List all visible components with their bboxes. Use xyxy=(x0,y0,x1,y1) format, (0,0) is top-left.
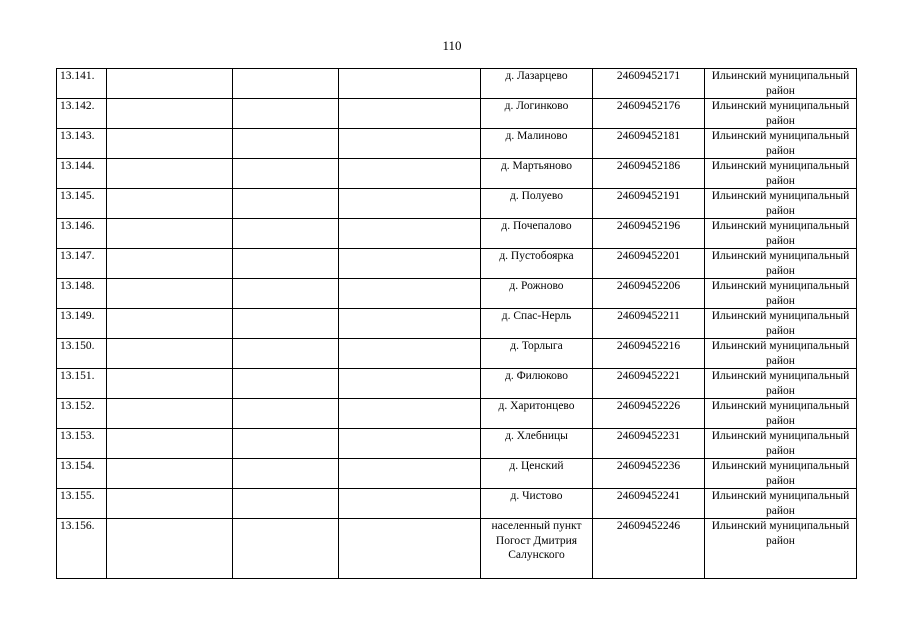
oktmo-code-cell: 24609452216 xyxy=(593,339,705,369)
empty-cell-1 xyxy=(107,399,233,429)
row-number-cell: 13.155. xyxy=(57,489,107,519)
empty-cell-2 xyxy=(233,279,339,309)
empty-cell-1 xyxy=(107,279,233,309)
oktmo-code-cell: 24609452171 xyxy=(593,69,705,99)
empty-cell-2 xyxy=(233,339,339,369)
settlement-name-cell: д. Хлебницы xyxy=(481,429,593,459)
settlement-name-cell: населенный пункт Погост Дмитрия Салунского xyxy=(481,519,593,579)
district-cell: Ильинский муниципальный район xyxy=(705,519,857,579)
settlement-name-cell: д. Торлыга xyxy=(481,339,593,369)
empty-cell-1 xyxy=(107,99,233,129)
table-row xyxy=(57,99,857,129)
empty-cell-1 xyxy=(107,459,233,489)
district-cell: Ильинский муниципальный район xyxy=(705,189,857,219)
oktmo-code-cell: 24609452201 xyxy=(593,249,705,279)
district-cell: Ильинский муниципальный район xyxy=(705,219,857,249)
empty-cell-3 xyxy=(339,339,481,369)
empty-cell-3 xyxy=(339,249,481,279)
row-number-cell: 13.153. xyxy=(57,429,107,459)
empty-cell-1 xyxy=(107,69,233,99)
empty-cell-3 xyxy=(339,429,481,459)
empty-cell-1 xyxy=(107,159,233,189)
oktmo-code-cell: 24609452236 xyxy=(593,459,705,489)
empty-cell-2 xyxy=(233,129,339,159)
empty-cell-2 xyxy=(233,399,339,429)
empty-cell-1 xyxy=(107,219,233,249)
empty-cell-3 xyxy=(339,399,481,429)
empty-cell-2 xyxy=(233,69,339,99)
empty-cell-3 xyxy=(339,129,481,159)
empty-cell-3 xyxy=(339,219,481,249)
empty-cell-2 xyxy=(233,99,339,129)
settlement-name-cell: д. Чистово xyxy=(481,489,593,519)
row-number-cell: 13.143. xyxy=(57,129,107,159)
district-cell: Ильинский муниципальный район xyxy=(705,279,857,309)
oktmo-code-cell: 24609452241 xyxy=(593,489,705,519)
empty-cell-1 xyxy=(107,339,233,369)
table-row xyxy=(57,339,857,369)
empty-cell-2 xyxy=(233,459,339,489)
row-number-cell: 13.148. xyxy=(57,279,107,309)
empty-cell-1 xyxy=(107,309,233,339)
row-number-cell: 13.152. xyxy=(57,399,107,429)
row-number-cell: 13.141. xyxy=(57,69,107,99)
row-number-cell: 13.142. xyxy=(57,99,107,129)
settlement-name-cell: д. Ценский xyxy=(481,459,593,489)
empty-cell-1 xyxy=(107,189,233,219)
empty-cell-3 xyxy=(339,369,481,399)
settlement-name-cell: д. Лазарцево xyxy=(481,69,593,99)
settlements-table xyxy=(56,68,857,579)
oktmo-code-cell: 24609452176 xyxy=(593,99,705,129)
empty-cell-2 xyxy=(233,369,339,399)
table-row xyxy=(57,489,857,519)
row-number-cell: 13.147. xyxy=(57,249,107,279)
district-cell: Ильинский муниципальный район xyxy=(705,99,857,129)
empty-cell-3 xyxy=(339,519,481,579)
empty-cell-3 xyxy=(339,69,481,99)
settlement-name-cell: д. Спас-Нерль xyxy=(481,309,593,339)
empty-cell-2 xyxy=(233,219,339,249)
district-cell: Ильинский муниципальный район xyxy=(705,489,857,519)
row-number-cell: 13.154. xyxy=(57,459,107,489)
row-number-cell: 13.146. xyxy=(57,219,107,249)
district-cell: Ильинский муниципальный район xyxy=(705,159,857,189)
table-row xyxy=(57,159,857,189)
district-cell: Ильинский муниципальный район xyxy=(705,429,857,459)
oktmo-code-cell: 24609452186 xyxy=(593,159,705,189)
empty-cell-1 xyxy=(107,129,233,159)
row-number-cell: 13.145. xyxy=(57,189,107,219)
table-row xyxy=(57,279,857,309)
district-cell: Ильинский муниципальный район xyxy=(705,249,857,279)
row-number-cell: 13.149. xyxy=(57,309,107,339)
table-row xyxy=(57,399,857,429)
empty-cell-2 xyxy=(233,159,339,189)
empty-cell-1 xyxy=(107,429,233,459)
table-row xyxy=(57,249,857,279)
table-row xyxy=(57,219,857,249)
row-number-cell: 13.144. xyxy=(57,159,107,189)
empty-cell-1 xyxy=(107,249,233,279)
row-number-cell: 13.151. xyxy=(57,369,107,399)
settlement-name-cell: д. Мартьяново xyxy=(481,159,593,189)
empty-cell-2 xyxy=(233,519,339,579)
table-row xyxy=(57,369,857,399)
table-row xyxy=(57,459,857,489)
settlements-table-body xyxy=(57,69,857,579)
table-row xyxy=(57,519,857,579)
district-cell: Ильинский муниципальный район xyxy=(705,369,857,399)
empty-cell-2 xyxy=(233,429,339,459)
district-cell: Ильинский муниципальный район xyxy=(705,309,857,339)
empty-cell-1 xyxy=(107,519,233,579)
empty-cell-3 xyxy=(339,159,481,189)
empty-cell-3 xyxy=(339,279,481,309)
district-cell: Ильинский муниципальный район xyxy=(705,339,857,369)
empty-cell-1 xyxy=(107,489,233,519)
settlement-name-cell: д. Харитонцево xyxy=(481,399,593,429)
empty-cell-3 xyxy=(339,309,481,339)
empty-cell-1 xyxy=(107,369,233,399)
table-row xyxy=(57,129,857,159)
oktmo-code-cell: 24609452226 xyxy=(593,399,705,429)
empty-cell-2 xyxy=(233,249,339,279)
empty-cell-3 xyxy=(339,99,481,129)
page-number: 110 xyxy=(442,38,462,53)
table-row xyxy=(57,189,857,219)
oktmo-code-cell: 24609452221 xyxy=(593,369,705,399)
empty-cell-2 xyxy=(233,189,339,219)
settlement-name-cell: д. Малиново xyxy=(481,129,593,159)
oktmo-code-cell: 24609452206 xyxy=(593,279,705,309)
oktmo-code-cell: 24609452196 xyxy=(593,219,705,249)
oktmo-code-cell: 24609452231 xyxy=(593,429,705,459)
settlement-name-cell: д. Почепалово xyxy=(481,219,593,249)
empty-cell-2 xyxy=(233,489,339,519)
settlement-name-cell: д. Полуево xyxy=(481,189,593,219)
empty-cell-3 xyxy=(339,459,481,489)
district-cell: Ильинский муниципальный район xyxy=(705,129,857,159)
settlement-name-cell: д. Пустобоярка xyxy=(481,249,593,279)
oktmo-code-cell: 24609452181 xyxy=(593,129,705,159)
district-cell: Ильинский муниципальный район xyxy=(705,69,857,99)
settlement-name-cell: д. Филюково xyxy=(481,369,593,399)
table-row xyxy=(57,309,857,339)
oktmo-code-cell: 24609452211 xyxy=(593,309,705,339)
table-row xyxy=(57,69,857,99)
district-cell: Ильинский муниципальный район xyxy=(705,399,857,429)
oktmo-code-cell: 24609452191 xyxy=(593,189,705,219)
oktmo-code-cell: 24609452246 xyxy=(593,519,705,579)
row-number-cell: 13.156. xyxy=(57,519,107,579)
settlement-name-cell: д. Логинково xyxy=(481,99,593,129)
empty-cell-3 xyxy=(339,489,481,519)
district-cell: Ильинский муниципальный район xyxy=(705,459,857,489)
empty-cell-3 xyxy=(339,189,481,219)
table-row xyxy=(57,429,857,459)
settlement-name-cell: д. Рожново xyxy=(481,279,593,309)
row-number-cell: 13.150. xyxy=(57,339,107,369)
empty-cell-2 xyxy=(233,309,339,339)
